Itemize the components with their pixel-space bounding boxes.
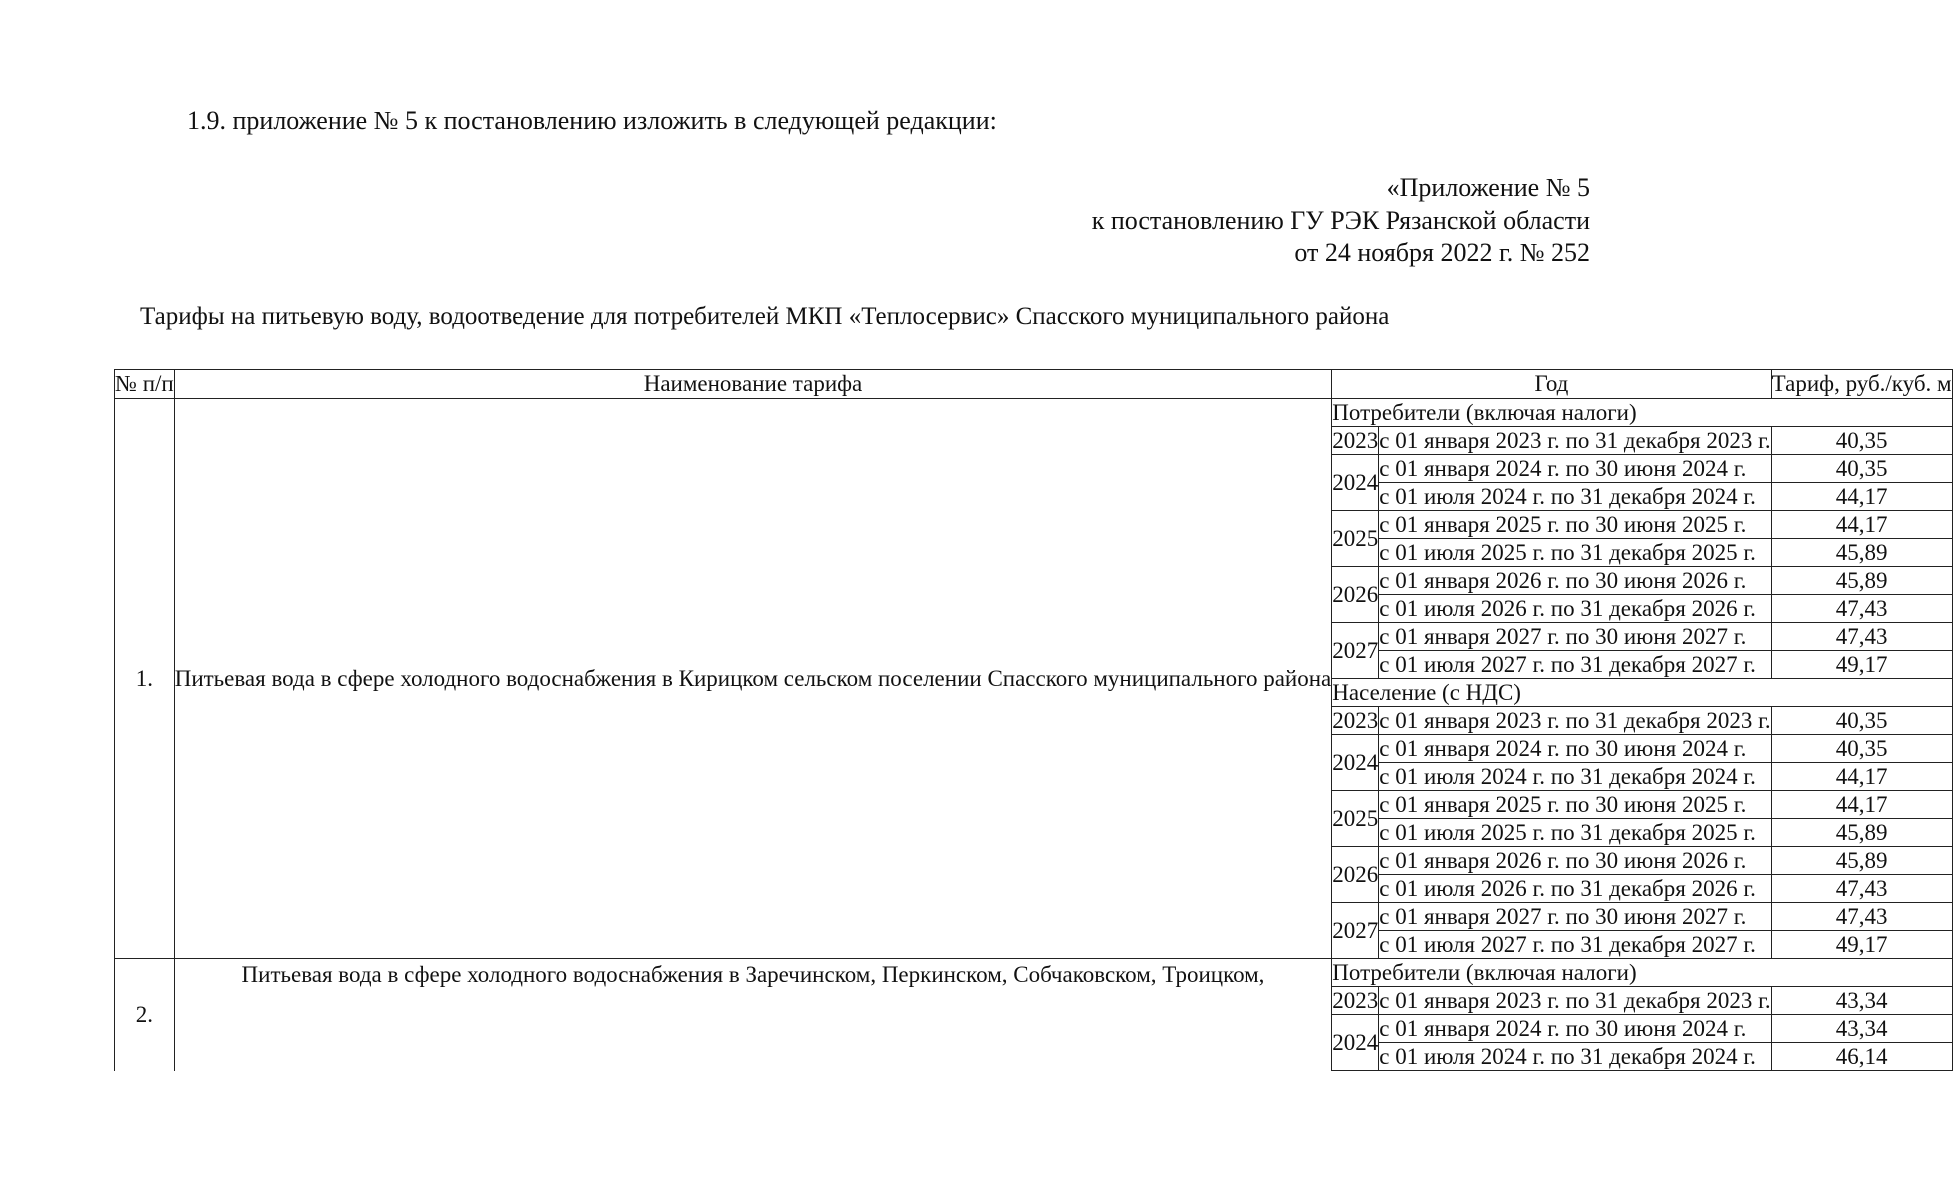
period-cell: с 01 января 2023 г. по 31 декабря 2023 г. (1379, 708, 1771, 733)
period-cell: с 01 января 2026 г. по 30 июня 2026 г. (1379, 567, 1771, 595)
period-cell: с 01 января 2027 г. по 30 июня 2027 г. (1379, 623, 1771, 651)
tariff-value: 44,17 (1771, 763, 1952, 791)
tariff-table (114, 369, 1953, 1071)
period-cell: с 01 января 2026 г. по 30 июня 2026 г. (1379, 847, 1771, 875)
period-cell: с 01 июля 2024 г. по 31 декабря 2024 г. (1379, 483, 1771, 511)
period-cell: с 01 июля 2026 г. по 31 декабря 2026 г. (1379, 875, 1771, 903)
year-cell: 2024 (1332, 1015, 1379, 1071)
period-cell: с 01 июля 2027 г. по 31 декабря 2027 г. (1379, 651, 1771, 679)
tariff-value: 44,17 (1771, 511, 1952, 539)
period-cell: с 01 июля 2026 г. по 31 декабря 2026 г. (1379, 595, 1771, 623)
year-cell: 2023 (1332, 988, 1379, 1013)
table-header-row (115, 370, 1953, 399)
period-cell: с 01 января 2023 г. по 31 декабря 2023 г. (1379, 988, 1771, 1013)
appendix-line-2: к постановлению ГУ РЭК Рязанской области (1091, 205, 1590, 235)
period-cell: с 01 июля 2027 г. по 31 декабря 2027 г. (1379, 931, 1771, 959)
category-row (115, 959, 1953, 987)
period-cell: с 01 июля 2025 г. по 31 декабря 2025 г. (1379, 539, 1771, 567)
period-cell: с 01 июля 2024 г. по 31 декабря 2024 г. (1379, 763, 1771, 791)
year-cell: 2026 (1332, 567, 1379, 623)
intro-paragraph: 1.9. приложение № 5 к постановлению изложить в следующей редакции: (187, 106, 997, 135)
tariff-name: Питьевая вода в сфере холодного водоснабжения в Заречинском, Перкинском, Собчаковском, Троицком, (174, 959, 1332, 1071)
tariff-value: 45,89 (1771, 567, 1952, 595)
category-label: Потребители (включая налоги) (1332, 959, 1952, 987)
period-cell: с 01 января 2023 г. по 31 декабря 2023 г. (1379, 428, 1771, 453)
tariff-value: 45,89 (1771, 847, 1952, 875)
year-cell: 2025 (1332, 511, 1379, 567)
period-cell: с 01 июля 2025 г. по 31 декабря 2025 г. (1379, 819, 1771, 847)
period-cell: с 01 января 2025 г. по 30 июня 2025 г. (1379, 791, 1771, 819)
tariff-name: Питьевая вода в сфере холодного водоснабжения в Кирицком сельском поселении Спасского муниципального района (174, 399, 1332, 959)
header-name: Наименование тарифа (174, 370, 1332, 399)
tariff-table-body (115, 399, 1953, 1071)
tariff-value: 43,34 (1771, 1015, 1952, 1043)
appendix-line-1: «Приложение № 5 (1386, 173, 1590, 202)
year-cell: 2023 (1332, 428, 1379, 453)
appendix-header (1092, 172, 1590, 270)
tariff-value: 44,17 (1771, 791, 1952, 819)
document-title: Тарифы на питьевую воду, водоотведение для потребителей МКП «Теплосервис» Спасского муниципального района (140, 303, 1390, 330)
tariff-value: 47,43 (1771, 623, 1952, 651)
tariff-value: 47,43 (1771, 903, 1952, 931)
period-cell: с 01 января 2024 г. по 30 июня 2024 г. (1379, 455, 1771, 483)
header-year: Год (1332, 370, 1771, 399)
category-label: Потребители (включая налоги) (1332, 399, 1952, 427)
year-cell: 2026 (1332, 847, 1379, 903)
period-cell: с 01 января 2027 г. по 30 июня 2027 г. (1379, 903, 1771, 931)
tariff-value: 40,35 (1771, 427, 1952, 455)
tariff-value: 47,43 (1771, 875, 1952, 903)
tariff-value: 46,14 (1771, 1043, 1952, 1071)
tariff-value: 44,17 (1771, 483, 1952, 511)
period-cell: с 01 января 2024 г. по 30 июня 2024 г. (1379, 735, 1771, 763)
category-row (115, 399, 1953, 427)
header-tariff: Тариф, руб./куб. м (1771, 370, 1952, 399)
year-cell: 2024 (1332, 735, 1379, 791)
tariff-value: 40,35 (1771, 707, 1952, 735)
tariff-value: 40,35 (1771, 735, 1952, 763)
category-label: Население (с НДС) (1332, 679, 1952, 707)
tariff-value: 40,35 (1771, 455, 1952, 483)
period-cell: с 01 января 2024 г. по 30 июня 2024 г. (1379, 1015, 1771, 1043)
row-number: 2. (115, 959, 175, 1071)
row-number: 1. (115, 399, 175, 959)
year-cell: 2027 (1332, 623, 1379, 679)
year-cell: 2025 (1332, 791, 1379, 847)
year-cell: 2027 (1332, 903, 1379, 959)
year-cell: 2023 (1332, 708, 1379, 733)
tariff-value: 45,89 (1771, 539, 1952, 567)
year-cell: 2024 (1332, 455, 1379, 511)
tariff-value: 45,89 (1771, 819, 1952, 847)
tariff-value: 49,17 (1771, 651, 1952, 679)
period-cell: с 01 января 2025 г. по 30 июня 2025 г. (1379, 511, 1771, 539)
header-num: № п/п (115, 370, 175, 399)
tariff-value: 47,43 (1771, 595, 1952, 623)
period-cell: с 01 июля 2024 г. по 31 декабря 2024 г. (1379, 1043, 1771, 1071)
tariff-value: 43,34 (1771, 987, 1952, 1015)
tariff-value: 49,17 (1771, 931, 1952, 959)
appendix-line-3: от 24 ноября 2022 г. № 252 (1294, 238, 1590, 267)
